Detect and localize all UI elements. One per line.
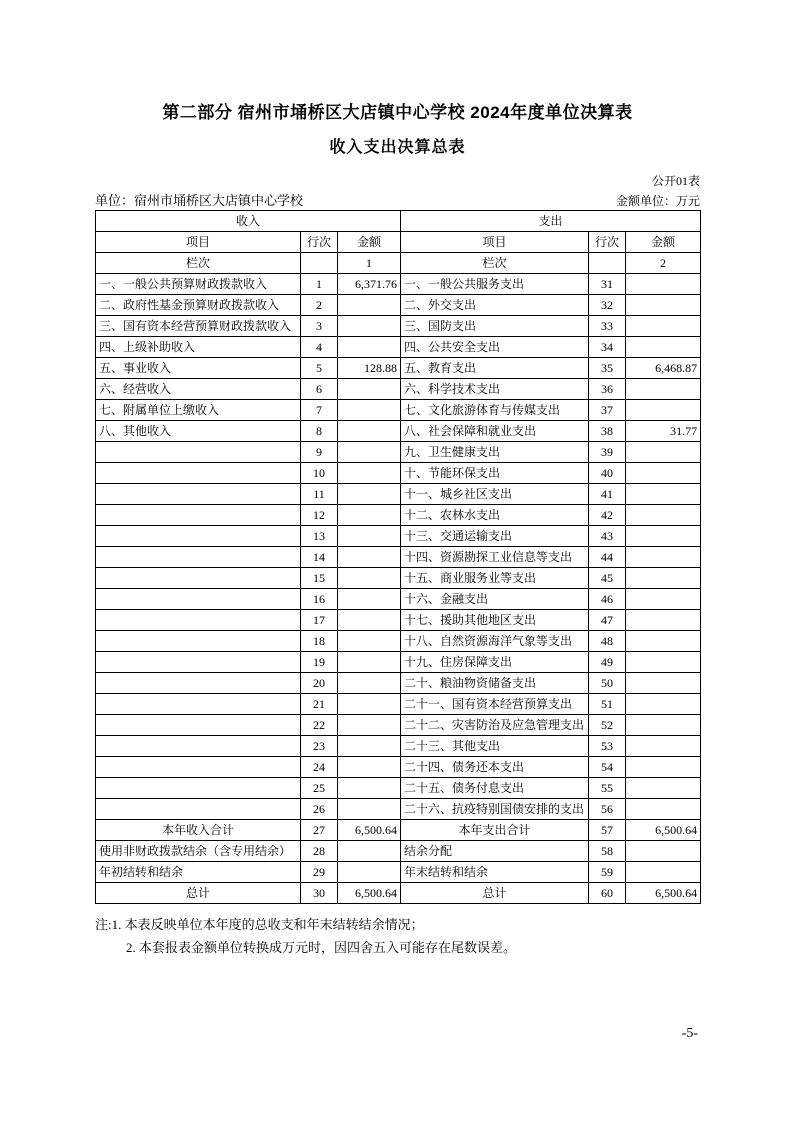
income-amount-cell [338, 862, 401, 883]
expense-amount-cell [626, 589, 701, 610]
expense-item-cell: 十三、交通运输支出 [401, 526, 589, 547]
income-item-cell: 三、国有资本经营预算财政拨款收入 [96, 316, 301, 337]
income-item-cell: 使用非财政拨款结余（含专用结余） [96, 841, 301, 862]
income-amount-cell [338, 484, 401, 505]
income-item-cell [96, 463, 301, 484]
expense-rownum-cell: 55 [589, 778, 626, 799]
page-number: -5- [681, 1026, 698, 1041]
income-rownum-cell: 5 [301, 358, 338, 379]
income-item-cell: 年初结转和结余 [96, 862, 301, 883]
expense-rownum-cell: 35 [589, 358, 626, 379]
expense-item-cell: 七、文化旅游体育与传媒支出 [401, 400, 589, 421]
expense-rownum-cell: 56 [589, 799, 626, 820]
table-row [96, 673, 701, 694]
table-row [96, 379, 701, 400]
income-rownum-cell: 24 [301, 757, 338, 778]
income-rownum-cell: 2 [301, 295, 338, 316]
expense-amount-cell [626, 484, 701, 505]
expense-rownum-cell: 50 [589, 673, 626, 694]
expense-rownum-cell: 49 [589, 652, 626, 673]
expense-amount-cell [626, 505, 701, 526]
table-row [96, 589, 701, 610]
expense-amount-cell [626, 610, 701, 631]
table-row [96, 505, 701, 526]
expense-rownum-cell: 31 [589, 274, 626, 295]
income-amount-cell [338, 295, 401, 316]
income-item-cell [96, 484, 301, 505]
table-row [96, 274, 701, 295]
income-rownum-cell: 25 [301, 778, 338, 799]
expense-amount-cell [626, 862, 701, 883]
income-item-cell [96, 673, 301, 694]
expense-amount-cell [626, 631, 701, 652]
expense-item-cell: 二十一、国有资本经营预算支出 [401, 694, 589, 715]
income-amount-cell [338, 547, 401, 568]
form-code: 公开01表 [651, 174, 700, 188]
income-item-cell [96, 547, 301, 568]
expense-item-cell: 年末结转和结余 [401, 862, 589, 883]
table-row [96, 295, 701, 316]
income-amount-cell [338, 589, 401, 610]
income-item-cell [96, 778, 301, 799]
notes [95, 913, 700, 959]
expense-item-cell: 十二、农林水支出 [401, 505, 589, 526]
income-amount-cell [338, 337, 401, 358]
expense-amount-cell [626, 715, 701, 736]
income-rownum-cell: 11 [301, 484, 338, 505]
table-row [96, 715, 701, 736]
income-rownum-cell: 23 [301, 736, 338, 757]
income-column-index-blank [301, 253, 338, 274]
expense-amount-cell [626, 694, 701, 715]
table-row [96, 547, 701, 568]
expense-item-cell: 二十、粮油物资储备支出 [401, 673, 589, 694]
expense-item-cell: 本年支出合计 [401, 820, 589, 841]
income-amount-cell [338, 316, 401, 337]
table-row [96, 484, 701, 505]
income-rownum-cell: 13 [301, 526, 338, 547]
income-amount-cell [338, 463, 401, 484]
income-amount-cell [338, 400, 401, 421]
expense-column-index-blank [589, 253, 626, 274]
expense-item-cell: 一、一般公共服务支出 [401, 274, 589, 295]
income-rownum-header: 行次 [301, 232, 338, 253]
income-item-cell [96, 610, 301, 631]
income-rownum-cell: 9 [301, 442, 338, 463]
income-item-cell [96, 568, 301, 589]
income-item-cell: 七、附属单位上缴收入 [96, 400, 301, 421]
income-item-cell [96, 589, 301, 610]
expense-item-cell: 十九、住房保障支出 [401, 652, 589, 673]
expense-item-cell: 八、社会保障和就业支出 [401, 421, 589, 442]
income-item-cell [96, 526, 301, 547]
table-row [96, 610, 701, 631]
expense-rownum-cell: 42 [589, 505, 626, 526]
expense-rownum-cell: 57 [589, 820, 626, 841]
table-row [96, 694, 701, 715]
expense-item-cell: 总计 [401, 883, 589, 904]
income-amount-cell: 6,371.76 [338, 274, 401, 295]
income-item-cell [96, 442, 301, 463]
expense-section-header: 支出 [401, 211, 701, 232]
income-rownum-cell: 29 [301, 862, 338, 883]
table-meta-row [95, 190, 700, 209]
income-amount-cell [338, 841, 401, 862]
expense-rownum-cell: 36 [589, 379, 626, 400]
income-item-cell [96, 694, 301, 715]
table-row [96, 358, 701, 379]
note-line-2: 2. 本套报表金额单位转换成万元时，因四舍五入可能存在尾数误差。 [126, 940, 517, 955]
income-rownum-cell: 30 [301, 883, 338, 904]
expense-item-cell: 十五、商业服务业等支出 [401, 568, 589, 589]
expense-rownum-cell: 58 [589, 841, 626, 862]
expense-item-cell: 十七、援助其他地区支出 [401, 610, 589, 631]
table-row [96, 757, 701, 778]
income-item-cell: 六、经营收入 [96, 379, 301, 400]
table-row [96, 652, 701, 673]
expense-rownum-cell: 46 [589, 589, 626, 610]
expense-item-cell: 二十五、债务付息支出 [401, 778, 589, 799]
income-amount-cell [338, 442, 401, 463]
income-item-cell [96, 736, 301, 757]
income-amount-header: 金额 [338, 232, 401, 253]
income-column-index: 1 [338, 253, 401, 274]
expense-item-cell: 三、国防支出 [401, 316, 589, 337]
income-amount-cell: 6,500.64 [338, 883, 401, 904]
expense-item-cell: 结余分配 [401, 841, 589, 862]
expense-amount-cell [626, 568, 701, 589]
expense-amount-cell [626, 295, 701, 316]
income-item-cell [96, 631, 301, 652]
income-rownum-cell: 8 [301, 421, 338, 442]
expense-item-cell: 四、公共安全支出 [401, 337, 589, 358]
income-item-cell: 八、其他收入 [96, 421, 301, 442]
income-amount-cell [338, 757, 401, 778]
income-rownum-cell: 3 [301, 316, 338, 337]
income-item-cell: 一、一般公共预算财政拨款收入 [96, 274, 301, 295]
income-amount-cell: 6,500.64 [338, 820, 401, 841]
expense-rownum-cell: 39 [589, 442, 626, 463]
expense-item-cell: 二十二、灾害防治及应急管理支出 [401, 715, 589, 736]
expense-item-cell: 六、科学技术支出 [401, 379, 589, 400]
income-rownum-cell: 12 [301, 505, 338, 526]
income-amount-cell [338, 694, 401, 715]
income-amount-cell [338, 610, 401, 631]
income-rownum-cell: 22 [301, 715, 338, 736]
expense-rownum-header: 行次 [589, 232, 626, 253]
expense-amount-cell: 31.77 [626, 421, 701, 442]
income-rownum-cell: 27 [301, 820, 338, 841]
expense-rownum-cell: 52 [589, 715, 626, 736]
expense-rownum-cell: 60 [589, 883, 626, 904]
income-rownum-cell: 7 [301, 400, 338, 421]
expense-rownum-cell: 59 [589, 862, 626, 883]
income-item-cell: 总计 [96, 883, 301, 904]
income-amount-cell [338, 799, 401, 820]
expense-item-cell: 十六、金融支出 [401, 589, 589, 610]
table-row [96, 400, 701, 421]
expense-rownum-cell: 47 [589, 610, 626, 631]
expense-rownum-cell: 48 [589, 631, 626, 652]
document-subtitle: 收入支出决算总表 [329, 139, 466, 156]
income-rownum-cell: 1 [301, 274, 338, 295]
table-body [96, 274, 701, 904]
expense-item-cell: 二十三、其他支出 [401, 736, 589, 757]
income-item-header: 项目 [96, 232, 301, 253]
expense-item-cell: 二十四、债务还本支出 [401, 757, 589, 778]
income-amount-cell [338, 673, 401, 694]
expense-amount-cell [626, 400, 701, 421]
income-amount-cell [338, 652, 401, 673]
table-row [96, 442, 701, 463]
income-item-cell [96, 757, 301, 778]
expense-rownum-cell: 40 [589, 463, 626, 484]
income-item-cell [96, 799, 301, 820]
table-row [96, 337, 701, 358]
expense-rownum-cell: 53 [589, 736, 626, 757]
income-rownum-cell: 10 [301, 463, 338, 484]
table-row [96, 883, 701, 904]
expense-amount-cell [626, 337, 701, 358]
column-index-row [96, 253, 701, 274]
expense-amount-cell [626, 778, 701, 799]
expense-column-index-label: 栏次 [401, 253, 589, 274]
income-rownum-cell: 26 [301, 799, 338, 820]
table-row [96, 316, 701, 337]
expense-rownum-cell: 51 [589, 694, 626, 715]
income-rownum-cell: 14 [301, 547, 338, 568]
table-row [96, 421, 701, 442]
income-item-cell: 二、政府性基金预算财政拨款收入 [96, 295, 301, 316]
expense-rownum-cell: 45 [589, 568, 626, 589]
income-amount-cell [338, 778, 401, 799]
expense-amount-cell [626, 526, 701, 547]
income-rownum-cell: 17 [301, 610, 338, 631]
expense-item-cell: 二十六、抗疫特别国债安排的支出 [401, 799, 589, 820]
table-row [96, 799, 701, 820]
income-item-cell: 四、上级补助收入 [96, 337, 301, 358]
expense-amount-cell [626, 799, 701, 820]
income-amount-cell [338, 505, 401, 526]
expense-amount-cell: 6,500.64 [626, 883, 701, 904]
income-column-index-label: 栏次 [96, 253, 301, 274]
income-rownum-cell: 28 [301, 841, 338, 862]
expense-rownum-cell: 38 [589, 421, 626, 442]
income-section-header: 收入 [96, 211, 401, 232]
income-item-cell [96, 652, 301, 673]
table-row [96, 862, 701, 883]
expense-amount-cell [626, 379, 701, 400]
income-amount-cell [338, 736, 401, 757]
expense-amount-cell [626, 463, 701, 484]
expense-rownum-cell: 34 [589, 337, 626, 358]
expense-rownum-cell: 32 [589, 295, 626, 316]
note-line-1: 注:1. 本表反映单位本年度的总收支和年末结转结余情况； [95, 917, 424, 932]
expense-amount-cell [626, 736, 701, 757]
expense-item-header: 项目 [401, 232, 589, 253]
document-title: 第二部分 宿州市埇桥区大店镇中心学校 2024年度单位决算表 [162, 103, 633, 122]
unit-name: 单位：宿州市埇桥区大店镇中心学校 [95, 193, 304, 208]
expense-item-cell: 十一、城乡社区支出 [401, 484, 589, 505]
expense-amount-cell: 6,468.87 [626, 358, 701, 379]
expense-amount-cell [626, 274, 701, 295]
expense-amount-cell [626, 652, 701, 673]
income-rownum-cell: 4 [301, 337, 338, 358]
table-row [96, 778, 701, 799]
income-rownum-cell: 20 [301, 673, 338, 694]
income-item-cell: 本年收入合计 [96, 820, 301, 841]
expense-amount-cell [626, 673, 701, 694]
budget-table [95, 210, 701, 904]
expense-rownum-cell: 37 [589, 400, 626, 421]
income-amount-cell [338, 526, 401, 547]
income-rownum-cell: 19 [301, 652, 338, 673]
expense-amount-cell: 6,500.64 [626, 820, 701, 841]
income-rownum-cell: 15 [301, 568, 338, 589]
expense-item-cell: 五、教育支出 [401, 358, 589, 379]
amount-unit: 金额单位：万元 [615, 194, 700, 208]
income-rownum-cell: 16 [301, 589, 338, 610]
expense-item-cell: 二、外交支出 [401, 295, 589, 316]
income-rownum-cell: 21 [301, 694, 338, 715]
expense-amount-header: 金额 [626, 232, 701, 253]
income-item-cell [96, 715, 301, 736]
table-row [96, 463, 701, 484]
table-row [96, 736, 701, 757]
income-amount-cell [338, 631, 401, 652]
expense-item-cell: 九、卫生健康支出 [401, 442, 589, 463]
income-amount-cell [338, 379, 401, 400]
table-row [96, 631, 701, 652]
income-item-cell: 五、事业收入 [96, 358, 301, 379]
table-row [96, 526, 701, 547]
expense-item-cell: 十四、资源勘探工业信息等支出 [401, 547, 589, 568]
expense-column-index: 2 [626, 253, 701, 274]
income-amount-cell [338, 715, 401, 736]
table-row [96, 820, 701, 841]
income-amount-cell [338, 568, 401, 589]
expense-rownum-cell: 54 [589, 757, 626, 778]
expense-rownum-cell: 33 [589, 316, 626, 337]
expense-amount-cell [626, 442, 701, 463]
income-amount-cell: 128.88 [338, 358, 401, 379]
income-amount-cell [338, 421, 401, 442]
column-header-row [96, 232, 701, 253]
table-row [96, 841, 701, 862]
expense-item-cell: 十八、自然资源海洋气象等支出 [401, 631, 589, 652]
section-header-row [96, 211, 701, 232]
expense-amount-cell [626, 547, 701, 568]
expense-amount-cell [626, 757, 701, 778]
expense-rownum-cell: 43 [589, 526, 626, 547]
income-item-cell [96, 505, 301, 526]
expense-amount-cell [626, 841, 701, 862]
table-row [96, 568, 701, 589]
income-rownum-cell: 6 [301, 379, 338, 400]
expense-rownum-cell: 44 [589, 547, 626, 568]
expense-rownum-cell: 41 [589, 484, 626, 505]
expense-amount-cell [626, 316, 701, 337]
income-rownum-cell: 18 [301, 631, 338, 652]
expense-item-cell: 十、节能环保支出 [401, 463, 589, 484]
